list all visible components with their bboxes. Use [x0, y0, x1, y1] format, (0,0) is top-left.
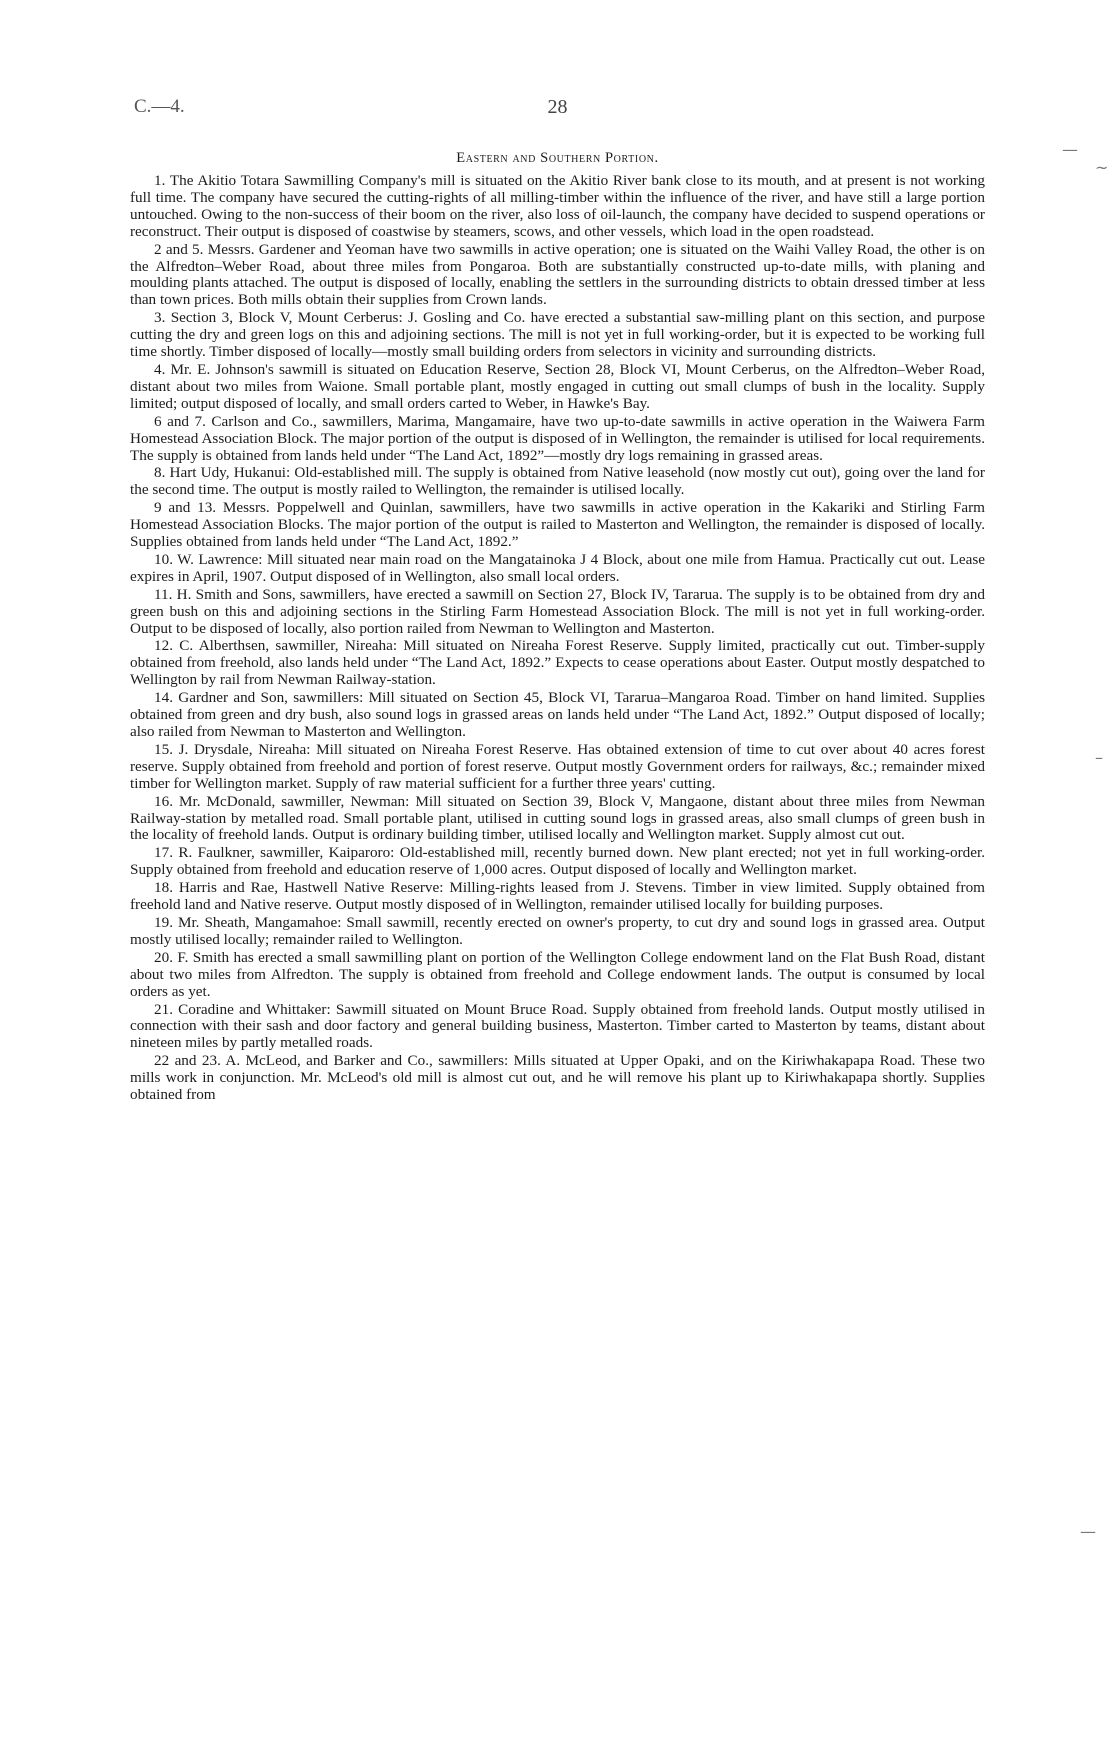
- paragraph: 12. C. Alberthsen, sawmiller, Nireaha: Mill situated on Nireaha Forest Reserve. Supply limited, practically cut out. Timber-supply obtained from freehold, also lands held under “The Land Act, 1892.” Expects to cease operations about Easter. Output mostly despatched to Wellington by rail from Newman Railway-station.: [130, 637, 985, 689]
- paragraph: 2 and 5. Messrs. Gardener and Yeoman have two sawmills in active operation; one is situated on the Waihi Valley Road, the other is on the Alfredton–Weber Road, about three miles from Pongaroa. Both are substantially constructed up-to-date mills, with planing and moulding plants attached. The output is disposed of locally, enabling the settlers in the surrounding districts to obtain dressed timber at less than town prices. Both mills obtain their supplies from Crown lands.: [130, 240, 985, 309]
- paragraph: 3. Section 3, Block V, Mount Cerberus: J. Gosling and Co. have erected a substantial saw-milling plant on this section, and purpose cutting the dry and green logs on this and adjoining sections. The mill is not yet in full working-order, but it is expected to be working full time shortly. Timber disposed of locally—mostly small building orders from selectors in vicinity and surrounding districts.: [130, 309, 985, 361]
- paragraph: 10. W. Lawrence: Mill situated near main road on the Mangatainoka J 4 Block, about one mile from Hamua. Practically cut out. Lease expires in April, 1907. Output disposed of in Wellington, also small local orders.: [130, 550, 985, 585]
- margin-mark-icon: ~: [1095, 158, 1109, 177]
- paragraph: 18. Harris and Rae, Hastwell Native Reserve: Milling-rights leased from J. Stevens. Timber in view limited. Supply obtained from freehold land and Native reserve. Output mostly disposed of in Wellington, remainder utilised locally for building purposes.: [130, 879, 985, 914]
- paragraph: 15. J. Drysdale, Nireaha: Mill situated on Nireaha Forest Reserve. Has obtained extension of time to cut over about 40 acres forest reserve. Supply obtained from freehold and portion of forest reserve. Output mostly Government orders for railways, &c.; remainder mixed timber for Wellington market. Supply of raw material sufficient for a further three years' cutting.: [130, 740, 985, 792]
- page-number: 28: [547, 96, 568, 118]
- page-header: [130, 96, 985, 124]
- paragraph: 1. The Akitio Totara Sawmilling Company's mill is situated on the Akitio River bank close to its mouth, and at present is not working full time. The company have secured the cutting-rights of all milling-timber within the influence of the river, and have still a large portion untouched. Owing to the non-success of their boom on the river, also loss of oil-launch, the company have decided to suspend operations or reconstruct. Their output is disposed of coastwise by steamers, scows, and other vessels, which load in the open roadstead.: [130, 172, 985, 240]
- paragraph: 22 and 23. A. McLeod, and Barker and Co., sawmillers: Mills situated at Upper Opaki, and on the Kiriwhakapapa Road. These two mills work in conjunction. Mr. McLeod's old mill is almost cut out, and he will remove his plant up to Kiriwhakapapa shortly. Supplies obtained from: [130, 1052, 985, 1104]
- paragraph: 16. Mr. McDonald, sawmiller, Newman: Mill situated on Section 39, Block V, Mangaone, distant about three miles from Newman Railway-station by metalled road. Small portable plant, utilised in cutting sound logs in grassed areas, also small clumps of green bush in the locality of freehold lands. Output is ordinary building timber, utilised locally and Wellington market. Supply almost cut out.: [130, 792, 985, 844]
- paragraph: 11. H. Smith and Sons, sawmillers, have erected a sawmill on Section 27, Block IV, Tararua. The supply is to be obtained from dry and green bush on this and adjoining sections in the Stirling Farm Homestead Association Block. The mill is not yet in full working-order. Output to be disposed of locally, also portion railed from Newman to Wellington and Masterton.: [130, 585, 985, 637]
- paragraph: 20. F. Smith has erected a small sawmilling plant on portion of the Wellington College endowment land on the Flat Bush Road, distant about two miles from Alfredton. The supply is obtained from freehold and College endowment lands. The output is consumed by local orders as yet.: [130, 948, 985, 1000]
- paragraph: 17. R. Faulkner, sawmiller, Kaiparoro: Old-established mill, recently burned down. New plant erected; not yet in full working-order. Supply obtained from freehold and education reserve of 1,000 acres. Output disposed of locally and Wellington market.: [130, 844, 985, 879]
- section-heading: Eastern and Southern Portion.: [456, 150, 659, 166]
- margin-mark-icon: —: [1080, 1522, 1096, 1541]
- paragraph: 9 and 13. Messrs. Poppelwell and Quinlan, sawmillers, have two sawmills in active operation in the Kakariki and Stirling Farm Homestead Association Blocks. The major portion of the output is railed to Masterton and Wellington, the remainder is disposed of locally. Supplies obtained from lands held under “The Land Act, 1892.”: [130, 499, 985, 551]
- paragraph: 14. Gardner and Son, sawmillers: Mill situated on Section 45, Block VI, Tararua–Mangaroa Road. Timber on hand limited. Supplies obtained from green and dry bush, also sound logs in grassed areas on lands held under “The Land Act, 1892.” Output disposed of locally; also railed from Newman to Masterton and Wellington.: [130, 689, 985, 740]
- paragraph: 6 and 7. Carlson and Co., sawmillers, Marima, Mangamaire, have two up-to-date sawmills in active operation in the Waiwera Farm Homestead Association Block. The major portion of the output is disposed of in Wellington, the remainder is utilised for local requirements. The supply is obtained from lands held under “The Land Act, 1892”—mostly dry logs remaining in grassed areas.: [130, 412, 985, 464]
- paragraph: 21. Coradine and Whittaker: Sawmill situated on Mount Bruce Road. Supply obtained from freehold lands. Output mostly utilised in connection with their sash and door factory and general building business, Masterton. Timber carted to Masterton by teams, distant about nineteen miles by partly metalled roads.: [130, 1000, 985, 1052]
- body-text: [130, 173, 985, 1105]
- margin-mark-icon: —: [1062, 140, 1078, 159]
- paragraph: 4. Mr. E. Johnson's sawmill is situated on Education Reserve, Section 28, Block VI, Mount Cerberus, on the Alfredton–Weber Road, distant about two miles from Waione. Small portable plant, mostly engaged in cutting out small clumps of bush in the locality. Supply limited; output disposed of locally, and small orders carted to Weber, in Hawke's Bay.: [130, 360, 985, 412]
- margin-mark-icon: –: [1095, 748, 1103, 767]
- paragraph: 8. Hart Udy, Hukanui: Old-established mill. The supply is obtained from Native leasehold (now mostly cut out), going over the land for the second time. The output is mostly railed to Wellington, the remainder is utilised locally.: [130, 464, 985, 499]
- document-reference: C.—4.: [134, 96, 185, 117]
- paragraph: 19. Mr. Sheath, Mangamahoe: Small sawmill, recently erected on owner's property, to cut dry and sound logs in grassed area. Output mostly utilised locally; remainder railed to Wellington.: [130, 913, 985, 948]
